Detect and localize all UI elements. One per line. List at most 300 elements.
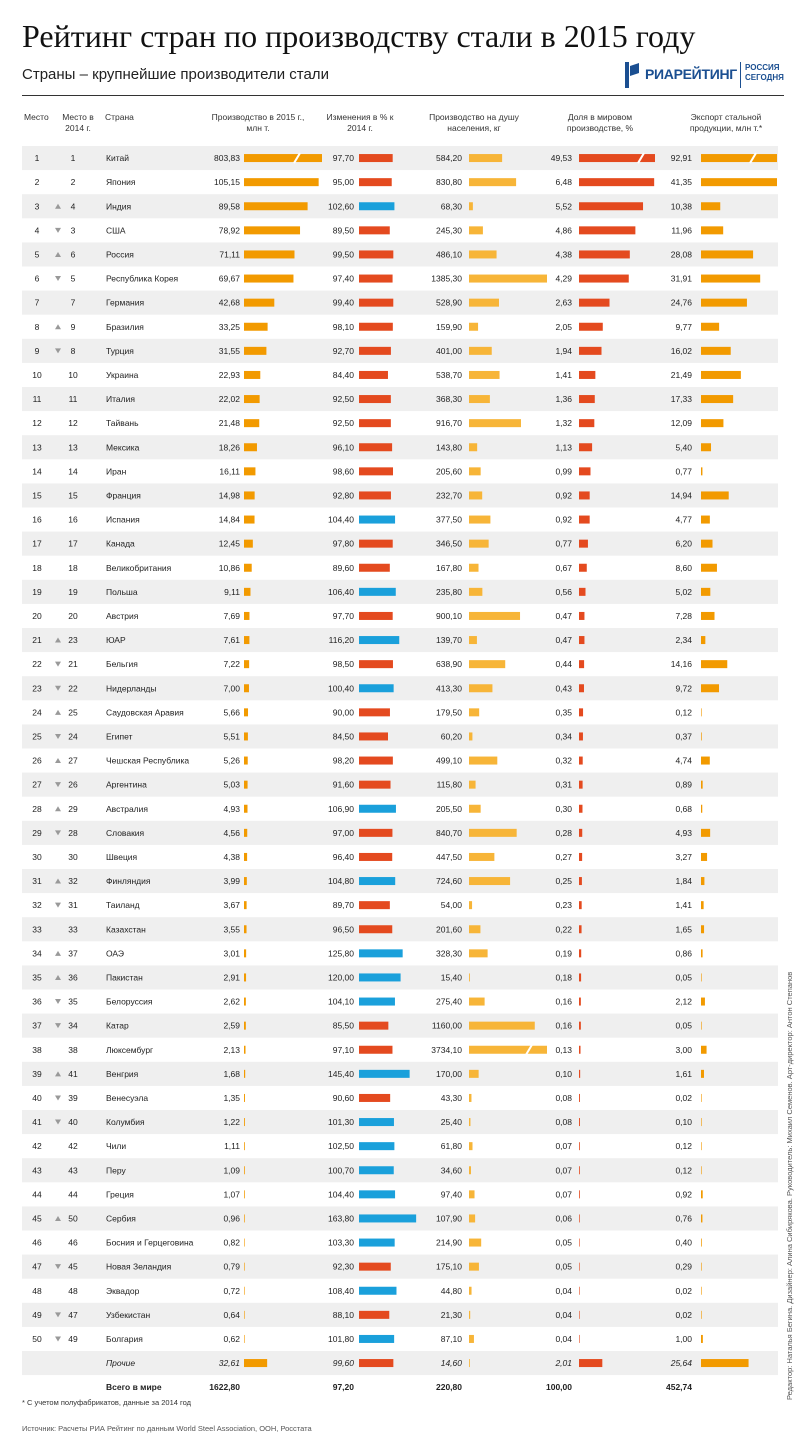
change-bar: [359, 684, 394, 692]
production-bar: [244, 757, 248, 765]
share-bar: [579, 443, 592, 451]
production-bar: [244, 973, 246, 981]
export-bar: [701, 636, 705, 644]
change-bar: [359, 371, 388, 379]
change-bar: [359, 973, 401, 981]
change-value: 96,50: [332, 924, 354, 935]
country-cell: Турция: [106, 345, 134, 356]
rank-2014-cell: 1: [70, 153, 76, 164]
share-bar: [579, 901, 582, 909]
production-value: 4,93: [223, 803, 240, 814]
share-bar: [579, 1142, 580, 1150]
share-bar: [579, 226, 635, 234]
share-bar: [579, 1190, 580, 1198]
share-bar: [579, 588, 585, 596]
production-bar: [244, 395, 260, 403]
export-bar: [701, 1359, 749, 1367]
country-cell: Греция: [106, 1189, 134, 1200]
production-bar: [244, 949, 246, 957]
rank-down-arrow-icon: [55, 662, 61, 667]
share-bar: [579, 757, 583, 765]
rank-cell: 3: [34, 201, 40, 212]
rank-2014-cell: 48: [68, 1285, 78, 1296]
change-value: 97,70: [332, 153, 354, 164]
country-cell: Франция: [106, 490, 141, 501]
share-bar: [579, 202, 643, 210]
export-value: 0,12: [675, 1141, 692, 1152]
share-value: 0,13: [555, 1044, 572, 1055]
change-value: 90,00: [332, 707, 354, 718]
per-capita-value: 638,90: [436, 659, 462, 670]
export-bar: [701, 250, 753, 258]
share-value: 0,67: [555, 562, 572, 573]
share-bar: [579, 1311, 580, 1319]
share-value: 0,23: [555, 900, 572, 911]
share-value: 0,99: [555, 466, 572, 477]
production-value: 7,22: [223, 659, 240, 670]
rank-cell: 9: [34, 345, 40, 356]
share-bar: [579, 540, 588, 548]
production-value: 16,11: [219, 466, 240, 477]
export-value: 1,00: [675, 1333, 692, 1344]
export-value: 2,34: [675, 635, 692, 646]
header-production: Производство в 2015 г., млн т.: [211, 112, 305, 133]
per-capita-value: 143,80: [436, 442, 462, 453]
export-bar: [701, 901, 704, 909]
country-cell: Казахстан: [106, 924, 146, 935]
per-capita-value: 167,80: [436, 562, 462, 573]
share-bar: [579, 1214, 580, 1222]
production-bar: [244, 1022, 246, 1030]
per-capita-value: 179,50: [436, 707, 462, 718]
production-bar: [244, 299, 274, 307]
share-bar: [579, 1335, 580, 1343]
share-value: 0,92: [555, 490, 572, 501]
change-bar: [359, 395, 391, 403]
change-bar: [359, 829, 392, 837]
export-bar: [701, 1287, 702, 1295]
country-cell: Саудовская Аравия: [106, 707, 184, 718]
rank-2014-cell: 17: [68, 538, 78, 549]
production-value: 33,25: [218, 321, 240, 332]
share-value: 6,48: [555, 177, 572, 188]
share-bar: [579, 1046, 581, 1054]
rank-2014-cell: 26: [68, 779, 78, 790]
share-bar: [579, 250, 630, 258]
share-bar: [579, 949, 581, 957]
production-value: 18,26: [218, 442, 240, 453]
change-bar: [359, 1118, 394, 1126]
share-value: 0,56: [555, 586, 572, 597]
production-value: 1,11: [224, 1141, 240, 1152]
change-value: 102,50: [328, 1141, 354, 1152]
export-bar: [701, 1118, 702, 1126]
change-bar: [359, 1094, 390, 1102]
change-value: 99,50: [332, 249, 354, 260]
rank-2014-cell: 34: [68, 1020, 78, 1031]
per-capita-value: 159,90: [436, 321, 462, 332]
change-value: 96,10: [332, 442, 354, 453]
share-value: 49,53: [550, 153, 572, 164]
per-capita-value: 1385,30: [431, 273, 462, 284]
per-capita-value: 346,50: [436, 538, 462, 549]
export-bar: [701, 949, 703, 957]
rank-cell: 48: [32, 1285, 42, 1296]
production-bar: [244, 347, 266, 355]
row-stripe: [22, 146, 778, 170]
share-value: 0,30: [555, 803, 572, 814]
production-bar: [244, 178, 319, 186]
country-cell: Люксембург: [106, 1044, 154, 1055]
rank-cell: 34: [32, 948, 42, 959]
rank-2014-cell: 3: [70, 225, 76, 236]
change-bar: [359, 1263, 391, 1271]
per-capita-bar: [469, 1287, 472, 1295]
export-bar: [701, 323, 719, 331]
change-bar: [359, 419, 391, 427]
change-value: 104,80: [328, 876, 354, 887]
change-bar: [359, 491, 391, 499]
production-bar: [244, 636, 249, 644]
production-value: 22,02: [218, 394, 240, 405]
per-capita-bar: [469, 1046, 547, 1054]
share-bar: [579, 299, 610, 307]
rank-cell: 2: [34, 177, 40, 188]
share-value: 4,86: [555, 225, 572, 236]
country-cell: Канада: [106, 538, 135, 549]
per-capita-value: 528,90: [436, 297, 462, 308]
change-bar: [359, 1287, 396, 1295]
share-value: 0,34: [555, 731, 572, 742]
share-bar: [579, 467, 590, 475]
per-capita-value: 214,90: [436, 1237, 462, 1248]
change-value: 90,60: [332, 1092, 354, 1103]
per-capita-bar: [469, 612, 520, 620]
export-value: 16,02: [670, 345, 692, 356]
rank-2014-cell: 30: [68, 851, 78, 862]
production-bar: [244, 1287, 245, 1295]
export-bar: [701, 1335, 703, 1343]
country-cell: Болгария: [106, 1333, 143, 1344]
country-cell: Испания: [106, 514, 140, 525]
country-cell: Финляндия: [106, 876, 151, 887]
share-value: 1,94: [555, 345, 572, 356]
change-value: 116,20: [328, 635, 354, 646]
per-capita-bar: [469, 1311, 470, 1319]
production-bar: [244, 564, 252, 572]
country-cell: Иран: [106, 466, 127, 477]
share-bar: [579, 323, 603, 331]
production-bar: [244, 1118, 245, 1126]
production-bar: [244, 1335, 245, 1343]
rank-2014-cell: 18: [68, 562, 78, 573]
per-capita-bar: [469, 998, 485, 1006]
change-bar: [359, 1166, 394, 1174]
export-value: 0,68: [675, 803, 692, 814]
production-bar: [244, 781, 248, 789]
rank-cell: 15: [32, 490, 42, 501]
header-country: Страна: [105, 112, 134, 122]
export-value: 2,12: [675, 996, 692, 1007]
change-value: 92,70: [332, 345, 354, 356]
rank-cell: 17: [32, 538, 42, 549]
per-capita-value: 830,80: [436, 177, 462, 188]
per-capita-value: 916,70: [436, 418, 462, 429]
country-cell: Чили: [106, 1141, 127, 1152]
production-value: 1622,80: [209, 1382, 240, 1393]
rank-cell: 26: [32, 755, 42, 766]
per-capita-value: 499,10: [436, 755, 462, 766]
per-capita-value: 25,40: [440, 1117, 462, 1128]
share-bar: [579, 178, 654, 186]
export-bar: [701, 564, 717, 572]
production-bar: [244, 1142, 245, 1150]
country-cell: Белоруссия: [106, 996, 153, 1007]
country-cell: Сербия: [106, 1213, 136, 1224]
country-cell: Узбекистан: [106, 1309, 151, 1320]
rank-up-arrow-icon: [55, 951, 61, 956]
header-rank: Место: [24, 112, 49, 122]
share-bar: [579, 1359, 602, 1367]
export-value: 0,86: [675, 948, 692, 959]
change-value: 99,40: [332, 297, 354, 308]
change-value: 85,50: [332, 1020, 354, 1031]
share-value: 5,52: [555, 201, 572, 212]
rank-2014-cell: 2: [70, 177, 76, 188]
share-value: 2,05: [555, 321, 572, 332]
change-bar: [359, 1190, 395, 1198]
export-value: 452,74: [666, 1382, 692, 1393]
country-cell: Австрия: [106, 610, 139, 621]
change-value: 101,80: [328, 1333, 354, 1344]
per-capita-bar: [469, 757, 497, 765]
row-stripe: [22, 532, 778, 556]
export-bar: [701, 516, 710, 524]
production-bar: [244, 540, 253, 548]
per-capita-value: 201,60: [436, 924, 462, 935]
rank-2014-cell: 42: [68, 1141, 78, 1152]
export-value: 10,38: [670, 201, 692, 212]
change-bar: [359, 564, 390, 572]
rank-cell: 33: [32, 924, 42, 935]
rank-cell: 45: [32, 1213, 42, 1224]
export-bar: [701, 371, 741, 379]
rank-cell: 43: [32, 1165, 42, 1176]
per-capita-value: 107,90: [436, 1213, 462, 1224]
production-bar: [244, 323, 268, 331]
rank-cell: 38: [32, 1044, 42, 1055]
change-value: 100,70: [328, 1165, 354, 1176]
share-value: 1,36: [555, 394, 572, 405]
share-bar: [579, 853, 582, 861]
rank-2014-cell: 25: [68, 707, 78, 718]
change-value: 104,40: [328, 514, 354, 525]
rank-2014-cell: 13: [68, 442, 78, 453]
export-value: 21,49: [670, 369, 692, 380]
export-bar: [701, 1070, 704, 1078]
per-capita-value: 44,80: [440, 1285, 462, 1296]
per-capita-value: 54,00: [440, 900, 462, 911]
export-value: 8,60: [675, 562, 692, 573]
export-value: 41,35: [670, 177, 692, 188]
rank-2014-cell: 21: [68, 659, 78, 670]
per-capita-value: 328,30: [436, 948, 462, 959]
per-capita-value: 900,10: [436, 610, 462, 621]
rank-2014-cell: 7: [70, 297, 76, 308]
country-cell: Перу: [106, 1165, 126, 1176]
export-bar: [701, 853, 707, 861]
share-bar: [579, 1287, 580, 1295]
share-bar: [579, 419, 594, 427]
row-stripe: [22, 628, 778, 652]
per-capita-value: 377,50: [436, 514, 462, 525]
export-bar: [701, 419, 723, 427]
production-value: 69,67: [218, 273, 240, 284]
production-bar: [244, 1070, 245, 1078]
country-cell: Колумбия: [106, 1117, 145, 1128]
country-cell: Бразилия: [106, 321, 144, 332]
page-title: Рейтинг стран по производству стали в 2015 году: [22, 18, 696, 54]
share-value: 0,47: [555, 610, 572, 621]
export-value: 0,02: [675, 1285, 692, 1296]
change-value: 92,30: [332, 1261, 354, 1272]
per-capita-bar: [469, 564, 479, 572]
share-value: 0,25: [555, 876, 572, 887]
per-capita-bar: [469, 588, 482, 596]
production-value: 14,84: [218, 514, 240, 525]
production-value: 5,03: [223, 779, 240, 790]
per-capita-value: 205,50: [436, 803, 462, 814]
change-bar: [359, 1070, 410, 1078]
export-value: 0,02: [675, 1092, 692, 1103]
export-value: 0,29: [675, 1261, 692, 1272]
production-bar: [244, 829, 247, 837]
per-capita-bar: [469, 901, 472, 909]
export-value: 24,76: [670, 297, 692, 308]
country-cell: Катар: [106, 1020, 129, 1031]
production-value: 10,86: [218, 562, 240, 573]
share-value: 0,47: [555, 635, 572, 646]
country-cell: США: [106, 225, 126, 236]
rank-cell: 5: [34, 249, 40, 260]
export-value: 9,72: [675, 683, 692, 694]
export-bar: [701, 660, 727, 668]
production-value: 1,07: [223, 1189, 240, 1200]
change-bar: [359, 998, 395, 1006]
production-value: 71,11: [219, 249, 240, 260]
change-value: 95,00: [332, 177, 354, 188]
rank-2014-cell: 23: [68, 635, 78, 646]
change-value: 92,50: [332, 394, 354, 405]
rank-cell: 21: [32, 635, 42, 646]
rank-cell: 30: [32, 851, 42, 862]
share-value: 0,44: [555, 659, 572, 670]
change-bar: [359, 226, 390, 234]
per-capita-bar: [469, 419, 521, 427]
export-value: 7,28: [675, 610, 692, 621]
production-bar: [244, 226, 300, 234]
per-capita-value: 21,30: [440, 1309, 462, 1320]
export-value: 3,27: [675, 851, 692, 862]
country-cell: Швеция: [106, 851, 138, 862]
share-value: 0,10: [555, 1068, 572, 1079]
per-capita-value: 235,80: [436, 586, 462, 597]
per-capita-value: 368,30: [436, 394, 462, 405]
country-cell: Италия: [106, 394, 135, 405]
production-bar: [244, 1094, 245, 1102]
export-value: 0,76: [675, 1213, 692, 1224]
share-value: 0,07: [555, 1165, 572, 1176]
rank-cell: 6: [34, 273, 40, 284]
rank-cell: 42: [32, 1141, 42, 1152]
rank-2014-cell: 12: [68, 418, 78, 429]
rank-2014-cell: 5: [70, 273, 76, 284]
export-bar: [701, 275, 760, 283]
country-cell: Таиланд: [106, 900, 140, 911]
production-bar: [244, 275, 293, 283]
production-value: 3,99: [223, 876, 240, 887]
export-bar: [701, 491, 729, 499]
row-stripe: [22, 1158, 778, 1182]
share-value: 1,41: [555, 369, 572, 380]
export-bar: [701, 684, 719, 692]
production-value: 7,00: [223, 683, 240, 694]
change-value: 89,70: [332, 900, 354, 911]
change-value: 96,40: [332, 851, 354, 862]
production-bar: [244, 612, 249, 620]
change-value: 84,50: [332, 731, 354, 742]
share-value: 0,04: [555, 1285, 572, 1296]
rank-cell: 13: [32, 442, 42, 453]
production-bar: [244, 154, 322, 162]
rank-cell: 49: [32, 1309, 42, 1320]
production-value: 0,82: [223, 1237, 240, 1248]
change-bar: [359, 154, 393, 162]
country-cell: Нидерланды: [106, 683, 157, 694]
per-capita-bar: [469, 154, 502, 162]
rank-down-arrow-icon: [55, 276, 61, 281]
change-bar: [359, 299, 393, 307]
row-stripe: [22, 1351, 778, 1375]
export-bar: [701, 588, 710, 596]
change-bar: [359, 925, 392, 933]
header-export: Экспорт стальной продукции, млн т.*: [689, 112, 763, 133]
change-bar: [359, 443, 392, 451]
country-cell: Бельгия: [106, 659, 138, 670]
rank-2014-cell: 36: [68, 972, 78, 983]
export-bar: [701, 395, 733, 403]
production-bar: [244, 853, 247, 861]
export-value: 1,61: [675, 1068, 692, 1079]
rank-cell: 27: [32, 779, 42, 790]
rank-cell: 28: [32, 803, 42, 814]
share-bar: [579, 781, 583, 789]
country-cell: Словакия: [106, 827, 145, 838]
rank-cell: 11: [32, 394, 42, 405]
per-capita-value: 43,30: [440, 1092, 462, 1103]
per-capita-bar: [469, 371, 500, 379]
rank-2014-cell: 27: [68, 755, 78, 766]
change-value: 89,60: [332, 562, 354, 573]
share-value: 0,32: [555, 755, 572, 766]
change-value: 104,40: [328, 1189, 354, 1200]
change-bar: [359, 1335, 394, 1343]
export-value: 1,84: [675, 876, 692, 887]
per-capita-bar: [469, 781, 476, 789]
production-value: 1,68: [223, 1068, 240, 1079]
export-value: 28,08: [670, 249, 692, 260]
rank-cell: 16: [32, 514, 42, 525]
